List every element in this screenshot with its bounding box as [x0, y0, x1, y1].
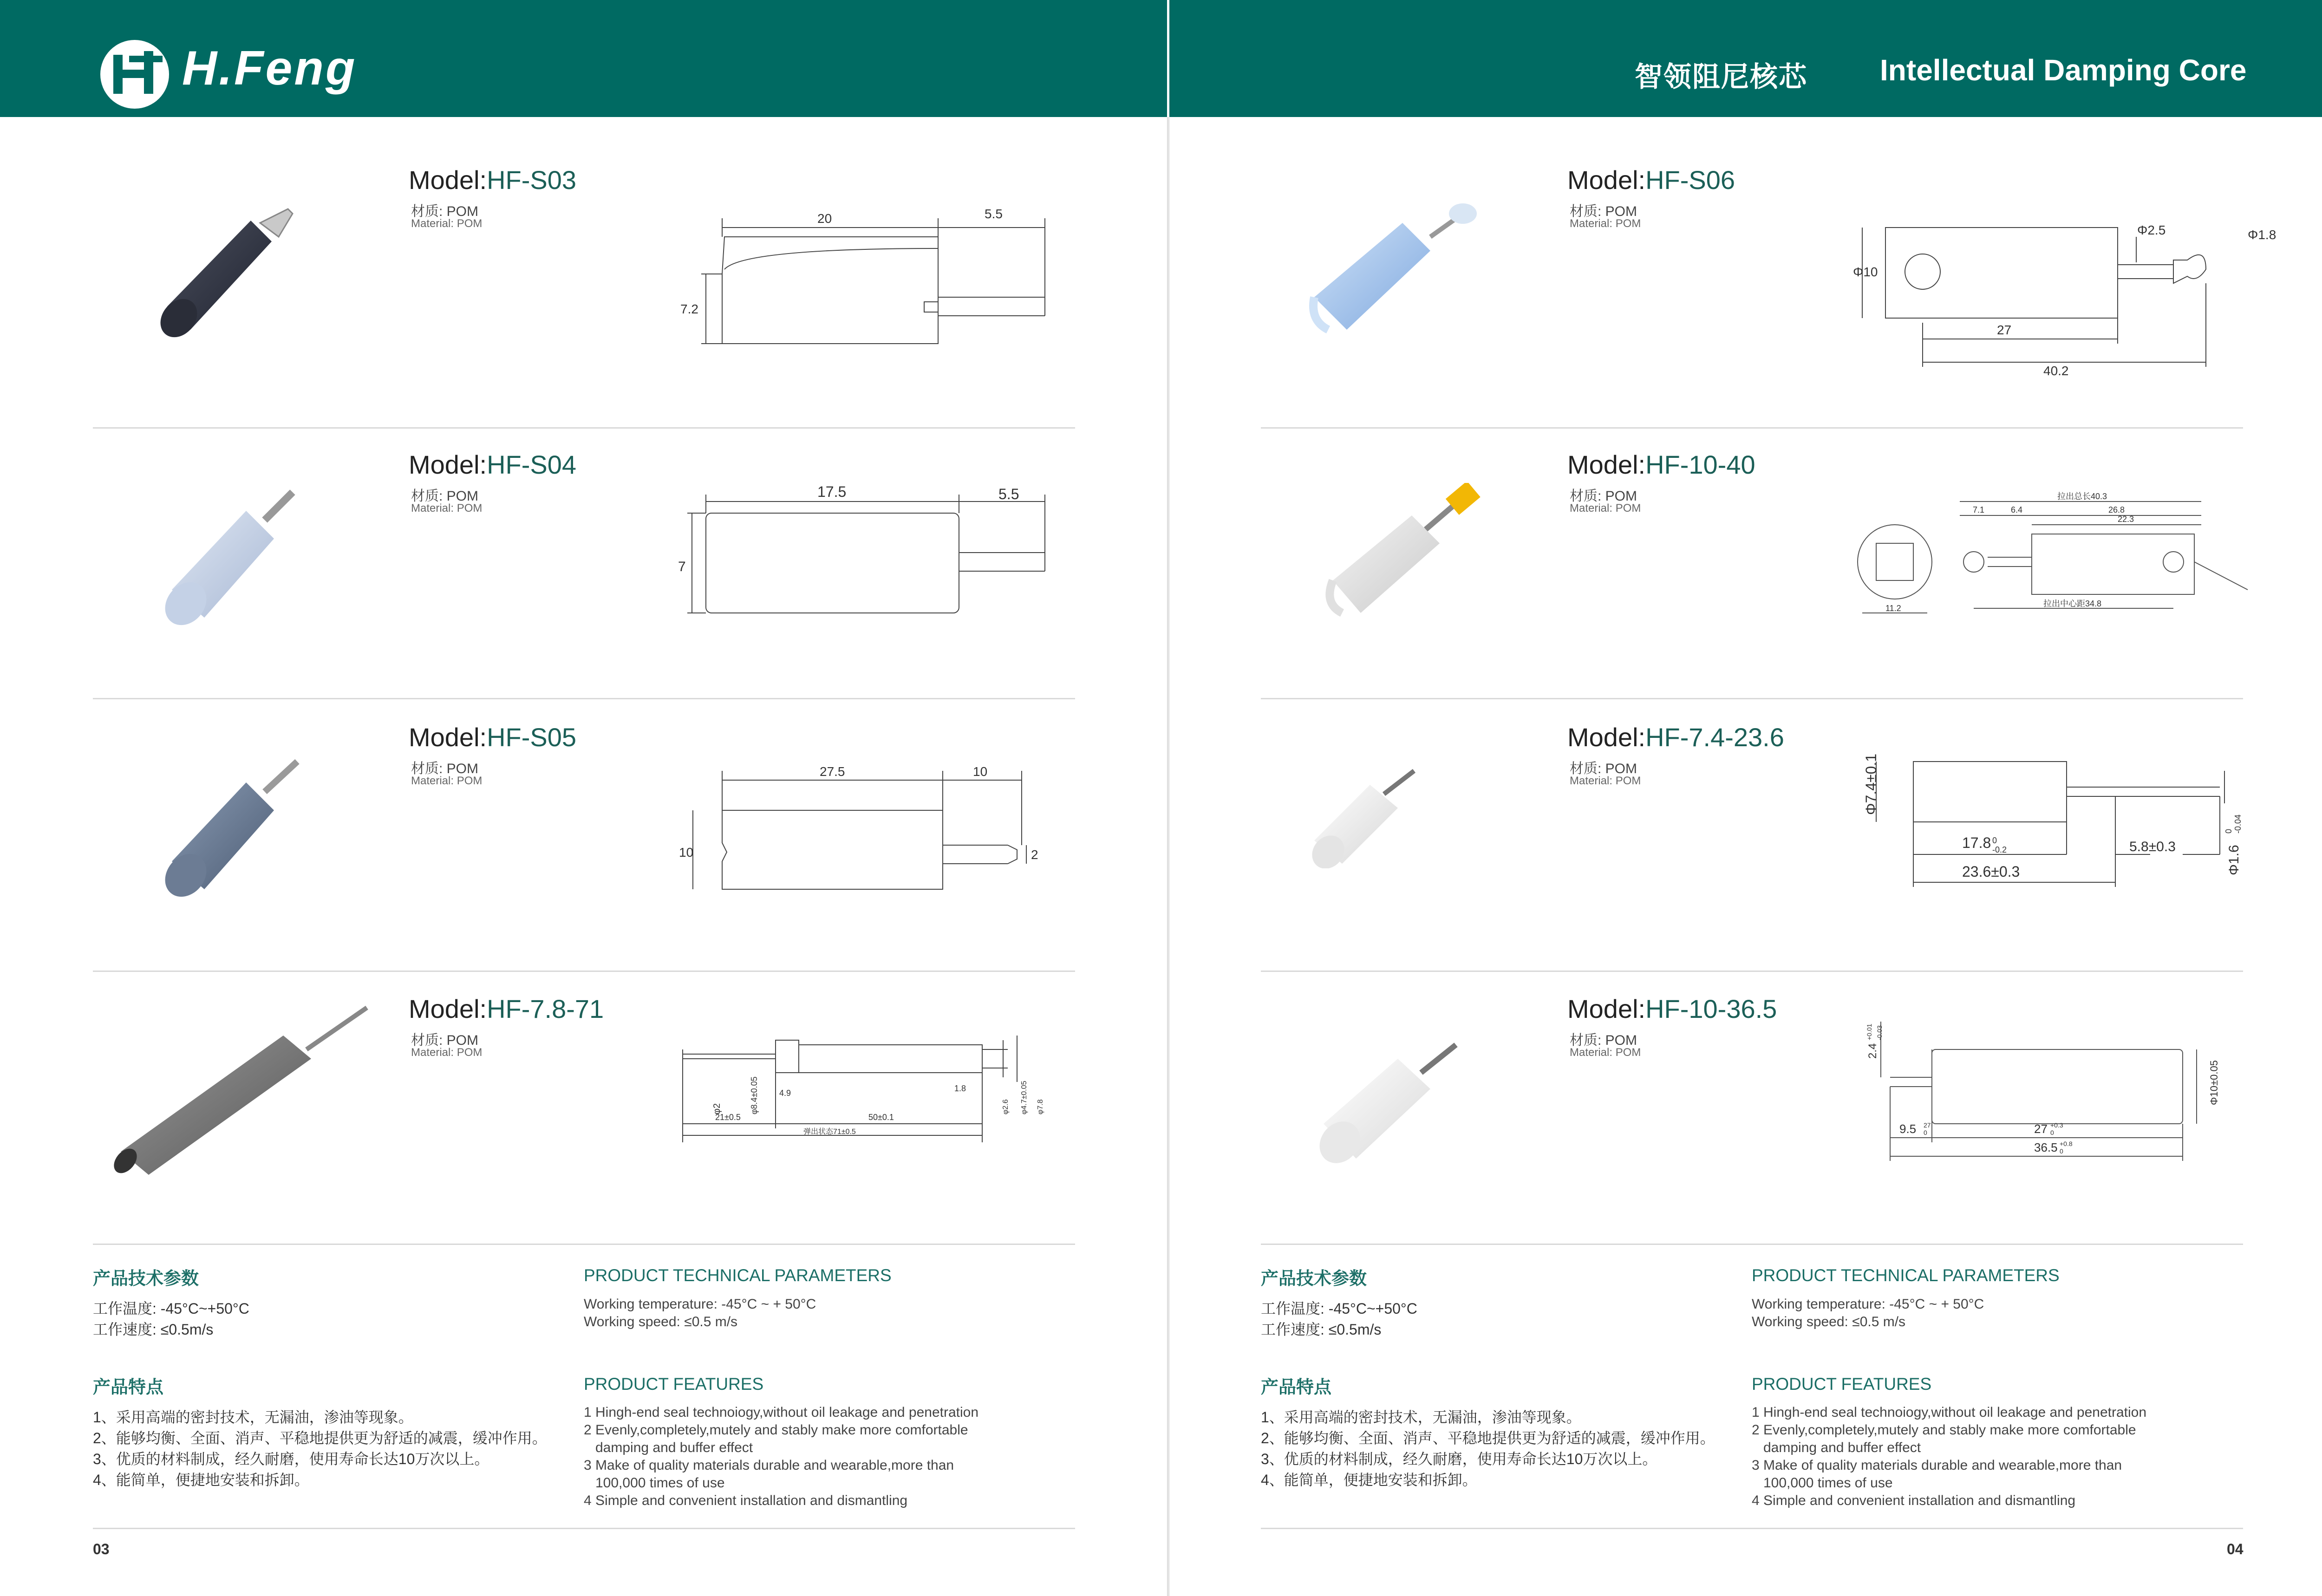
params-title-en: PRODUCT TECHNICAL PARAMETERS — [584, 1266, 892, 1285]
svg-text:50±0.1: 50±0.1 — [868, 1113, 894, 1122]
feature-en: 4 Simple and convenient installation and dismantling — [1752, 1493, 2076, 1508]
params-title-en: PRODUCT TECHNICAL PARAMETERS — [1752, 1266, 2060, 1285]
speed-cn: 工作速度: ≤0.5m/s — [1261, 1321, 1382, 1338]
product-photo-hf-10-40 — [1314, 483, 1500, 632]
svg-text:7: 7 — [678, 559, 686, 574]
svg-text:Φ10±0.05: Φ10±0.05 — [2208, 1060, 2220, 1105]
feature-cn: 2、能够均衡、全面、消声、平稳地提供更为舒适的减震，缓冲作用。 — [93, 1430, 547, 1446]
model-title-hf-7-8-71: Model:HF-7.8-71 — [409, 994, 604, 1023]
svg-text:17.5: 17.5 — [817, 483, 847, 500]
feature-cn: 4、能简单，便捷地安装和拆卸。 — [1261, 1472, 1477, 1488]
svg-text:22.3: 22.3 — [2118, 515, 2134, 524]
dimension-drawing-hf-s06 — [1853, 218, 2280, 385]
model-title-hf-s05: Model:HF-S05 — [409, 723, 577, 752]
svg-text:21±0.5: 21±0.5 — [715, 1113, 741, 1122]
divider — [1261, 1528, 2243, 1529]
svg-text:Φ2.5: Φ2.5 — [2137, 223, 2166, 237]
feature-en: 1 Hingh-end seal technoiogy,without oil leakage and penetration — [584, 1405, 979, 1420]
temp-cn: 工作温度: -45°C~+50°C — [93, 1300, 249, 1317]
svg-text:23.6±0.3: 23.6±0.3 — [1962, 863, 2020, 880]
svg-text:10: 10 — [973, 764, 988, 779]
dimension-drawing-hf-s04 — [673, 478, 1059, 618]
svg-text:-0.03: -0.03 — [1876, 1025, 1883, 1040]
svg-text:5.5: 5.5 — [998, 486, 1019, 502]
svg-text:6.4: 6.4 — [2011, 505, 2023, 515]
divider — [93, 427, 1075, 429]
speed-en: Working speed: ≤0.5 m/s — [584, 1314, 738, 1329]
svg-text:+0.3: +0.3 — [2050, 1121, 2063, 1129]
features-title-cn: 产品特点 — [93, 1378, 164, 1397]
material-cn: 材质: POM — [411, 1033, 479, 1048]
divider — [93, 1528, 1075, 1529]
model-title-hf-s06: Model:HF-S06 — [1567, 165, 1735, 195]
temp-en: Working temperature: -45°C ~ + 50°C — [584, 1296, 816, 1312]
divider — [1261, 1244, 2243, 1245]
svg-text:0: 0 — [1924, 1129, 1927, 1136]
svg-text:20: 20 — [817, 211, 832, 226]
feature-cn: 4、能简单，便捷地安装和拆卸。 — [93, 1472, 309, 1488]
model-title-hf-10-40: Model:HF-10-40 — [1567, 450, 1755, 479]
header-title-en: Intellectual Damping Core — [1880, 53, 2247, 87]
model-title-hf-s04: Model:HF-S04 — [409, 450, 577, 479]
svg-text:φ4.7±0.05: φ4.7±0.05 — [1020, 1081, 1028, 1114]
header-title-cn: 智领阻尼核芯 — [1635, 61, 1807, 92]
svg-text:+0.01: +0.01 — [1865, 1023, 1873, 1040]
divider — [1261, 427, 2243, 429]
feature-en: 3 Make of quality materials durable and wearable,more than — [1752, 1458, 2122, 1473]
features-title-cn: 产品特点 — [1261, 1378, 1332, 1397]
product-photo-hf-s03 — [153, 195, 330, 353]
svg-text:2.4: 2.4 — [1866, 1043, 1879, 1059]
material-cn: 材质: POM — [411, 204, 479, 219]
temp-en: Working temperature: -45°C ~ + 50°C — [1752, 1296, 1984, 1312]
temp-cn: 工作温度: -45°C~+50°C — [1261, 1300, 1417, 1317]
svg-text:17.8: 17.8 — [1962, 834, 1991, 851]
material-cn: 材质: POM — [411, 489, 479, 504]
material-en: Material: POM — [1570, 775, 1641, 787]
svg-text:弹出状态71±0.5: 弹出状态71±0.5 — [803, 1128, 856, 1136]
feature-en: 4 Simple and convenient installation and dismantling — [584, 1493, 908, 1508]
svg-text:0: 0 — [2224, 828, 2233, 834]
svg-text:Φ1.6: Φ1.6 — [2226, 845, 2242, 875]
feature-cn: 3、优质的材料制成，经久耐磨，使用寿命长达10万次以上。 — [93, 1451, 489, 1467]
page-number-right: 04 — [2227, 1541, 2244, 1557]
svg-text:0: 0 — [2060, 1147, 2063, 1155]
svg-text:Φ7.4±0.1: Φ7.4±0.1 — [1863, 753, 1879, 815]
dimension-drawing-hf-s05 — [673, 750, 1059, 899]
svg-text:-0.04: -0.04 — [2233, 814, 2243, 834]
material-en: Material: POM — [1570, 1046, 1641, 1059]
svg-text:0: 0 — [2050, 1129, 2054, 1136]
params-title-cn: 产品技术参数 — [1261, 1269, 1367, 1289]
svg-text:φ8.4±0.05: φ8.4±0.05 — [750, 1076, 759, 1114]
material-cn: 材质: POM — [1570, 1033, 1637, 1048]
material-cn: 材质: POM — [1570, 761, 1637, 776]
feature-en: 100,000 times of use — [1763, 1475, 1893, 1491]
svg-text:9.5: 9.5 — [1899, 1122, 1917, 1136]
divider — [93, 971, 1075, 972]
material-en: Material: POM — [411, 217, 483, 230]
feature-en: 1 Hingh-end seal technoiogy,without oil leakage and penetration — [1752, 1405, 2147, 1420]
svg-text:5.5: 5.5 — [985, 207, 1003, 221]
feature-en: damping and buffer effect — [1763, 1440, 1921, 1455]
svg-text:40.2: 40.2 — [2043, 364, 2069, 378]
svg-text:10: 10 — [679, 845, 694, 860]
divider — [93, 698, 1075, 699]
material-en: Material: POM — [1570, 502, 1641, 515]
svg-text:+0.8: +0.8 — [2060, 1140, 2073, 1147]
material-cn: 材质: POM — [1570, 489, 1637, 504]
svg-text:11.2: 11.2 — [1885, 604, 1901, 613]
speed-cn: 工作速度: ≤0.5m/s — [93, 1321, 214, 1338]
svg-text:φ2: φ2 — [712, 1103, 722, 1114]
product-photo-hf-7-4-23-6 — [1300, 762, 1430, 868]
divider — [1261, 971, 2243, 972]
material-en: Material: POM — [411, 1046, 483, 1059]
svg-text:Φ10: Φ10 — [1853, 265, 1878, 279]
svg-text:Φ1.8: Φ1.8 — [2248, 228, 2276, 242]
material-en: Material: POM — [411, 502, 483, 515]
svg-text:2: 2 — [1031, 847, 1038, 862]
svg-text:27: 27 — [1997, 323, 2012, 337]
divider — [93, 1244, 1075, 1245]
brand-name: H.Feng — [182, 41, 357, 95]
material-en: Material: POM — [1570, 217, 1641, 230]
book-spine — [1167, 117, 1169, 1596]
svg-text:4.9: 4.9 — [779, 1088, 791, 1098]
svg-text:φ7.8: φ7.8 — [1037, 1099, 1044, 1114]
params-title-cn: 产品技术参数 — [93, 1269, 199, 1289]
svg-text:-0.2: -0.2 — [1992, 845, 2007, 854]
speed-en: Working speed: ≤0.5 m/s — [1752, 1314, 1906, 1329]
material-cn: 材质: POM — [411, 761, 479, 776]
feature-cn: 1、采用高端的密封技术，无漏油，渗油等现象。 — [1261, 1409, 1581, 1426]
divider — [1261, 698, 2243, 699]
page-gutter — [1167, 0, 1169, 117]
model-title-hf-s03: Model:HF-S03 — [409, 165, 577, 195]
feature-cn: 1、采用高端的密封技术，无漏油，渗油等现象。 — [93, 1409, 413, 1426]
material-cn: 材质: POM — [1570, 204, 1637, 219]
svg-text:拉出中心距34.8: 拉出中心距34.8 — [2043, 599, 2102, 608]
model-title-hf-10-36-5: Model:HF-10-36.5 — [1567, 994, 1777, 1023]
product-photo-hf-10-36-5 — [1305, 1031, 1472, 1166]
page-number-left: 03 — [93, 1541, 110, 1557]
material-en: Material: POM — [411, 775, 483, 787]
dimension-drawing-hf-7-8-71 — [673, 1022, 1059, 1152]
product-photo-hf-s06 — [1300, 195, 1495, 348]
svg-text:27: 27 — [1924, 1121, 1931, 1129]
feature-cn: 3、优质的材料制成，经久耐磨，使用寿命长达10万次以上。 — [1261, 1451, 1657, 1467]
svg-text:5.8±0.3: 5.8±0.3 — [2129, 839, 2176, 854]
feature-en: 100,000 times of use — [595, 1475, 725, 1491]
feature-en: 2 Evenly,completely,mutely and stably make more comfortable — [584, 1422, 968, 1438]
feature-en: 3 Make of quality materials durable and wearable,more than — [584, 1458, 954, 1473]
svg-text:φ2.6: φ2.6 — [1002, 1099, 1010, 1114]
svg-text:1.8: 1.8 — [954, 1084, 966, 1093]
product-photo-hf-7-8-71 — [107, 998, 376, 1184]
feature-cn: 2、能够均衡、全面、消声、平稳地提供更为舒适的减震，缓冲作用。 — [1261, 1430, 1715, 1446]
product-photo-hf-s05 — [153, 750, 330, 899]
model-title-hf-7-4-23-6: Model:HF-7.4-23.6 — [1567, 723, 1784, 752]
svg-text:27.5: 27.5 — [820, 764, 845, 779]
svg-text:27: 27 — [2034, 1122, 2048, 1136]
features-title-en: PRODUCT FEATURES — [584, 1375, 764, 1394]
svg-text:7.2: 7.2 — [680, 302, 698, 316]
features-title-en: PRODUCT FEATURES — [1752, 1375, 1932, 1394]
dimension-drawing-hf-7-4-23-6 — [1862, 752, 2248, 901]
svg-text:36.5: 36.5 — [2034, 1140, 2058, 1154]
svg-text:拉出总长40.3: 拉出总长40.3 — [2057, 492, 2107, 501]
svg-text:7.1: 7.1 — [1973, 505, 1985, 515]
dimension-drawing-hf-10-36-5 — [1862, 1008, 2248, 1175]
feature-en: 2 Evenly,completely,mutely and stably make more comfortable — [1752, 1422, 2136, 1438]
dimension-drawing-hf-s03 — [673, 200, 1059, 353]
dimension-drawing-hf-10-40 — [1848, 478, 2266, 627]
product-photo-hf-s04 — [153, 478, 330, 627]
svg-text:26.8: 26.8 — [2108, 505, 2125, 515]
svg-text:0: 0 — [1992, 836, 1997, 845]
feature-en: damping and buffer effect — [595, 1440, 753, 1455]
brand-logo-icon — [98, 37, 172, 111]
